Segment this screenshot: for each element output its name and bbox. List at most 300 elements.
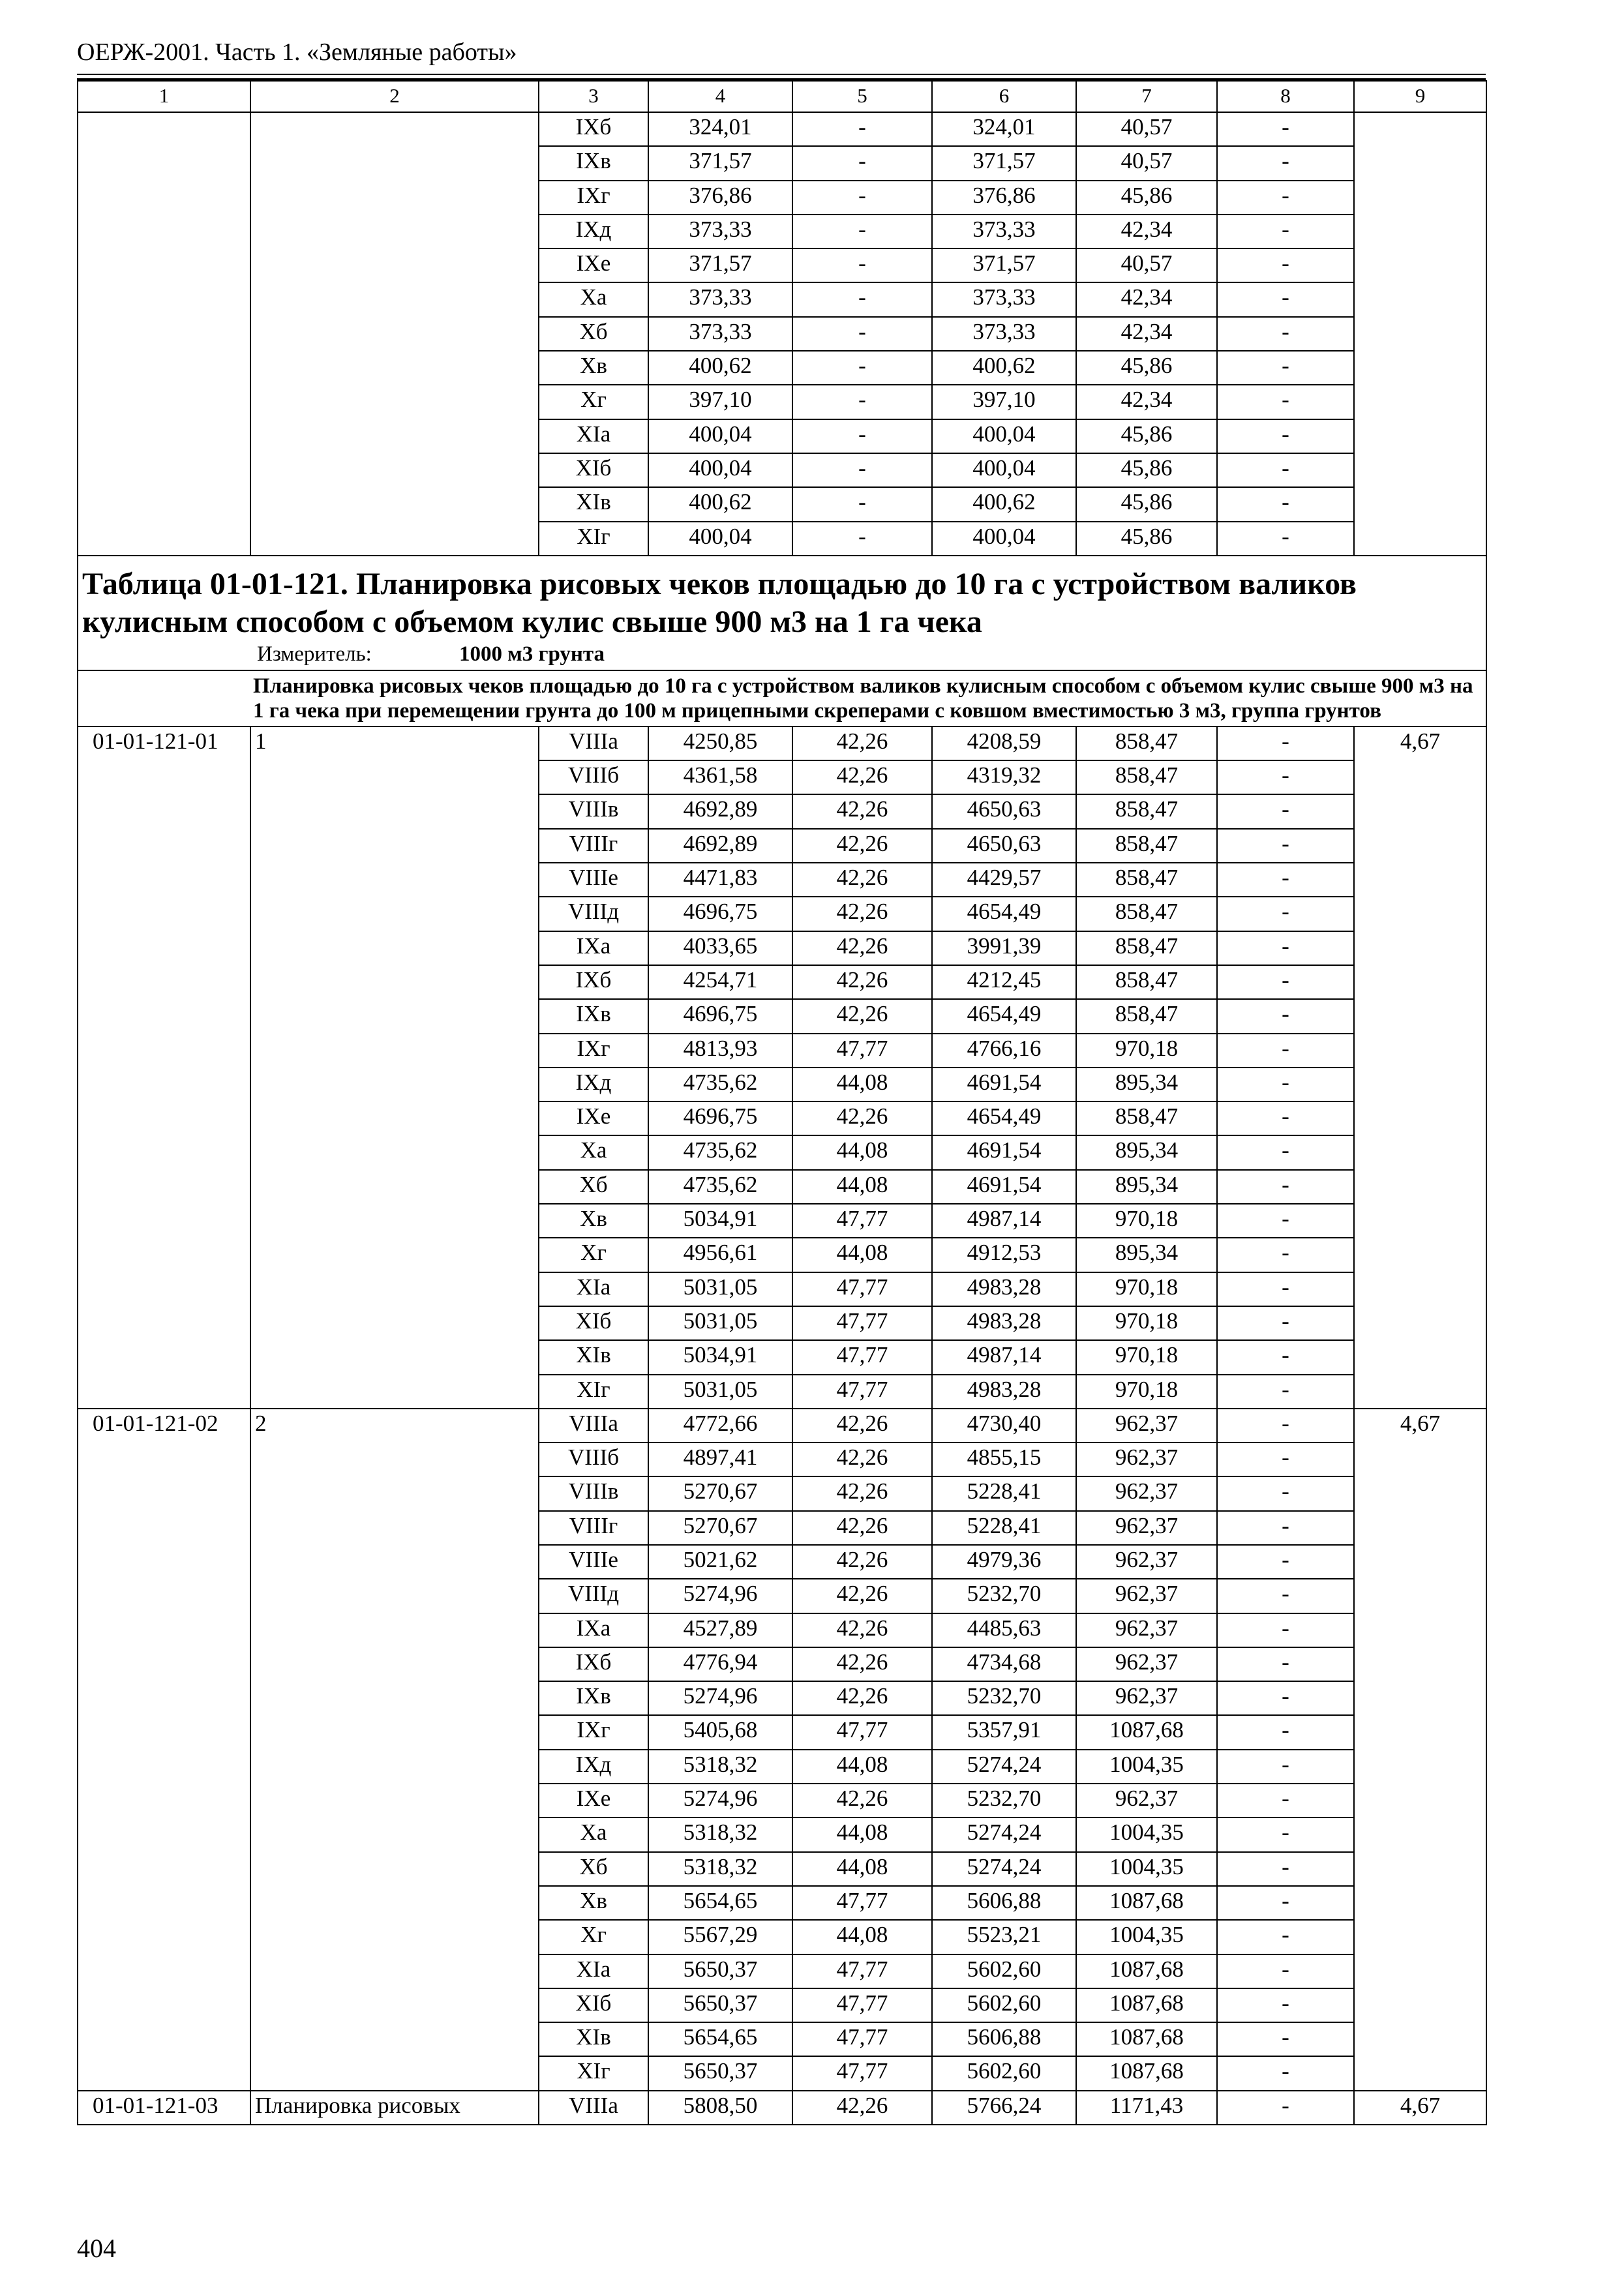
materials-cell: - <box>1217 1988 1354 2022</box>
materials-cell: - <box>1217 282 1354 316</box>
materials-cell: - <box>1217 897 1354 931</box>
materials-cell: - <box>1217 317 1354 351</box>
wages-cell: 42,26 <box>792 1784 932 1818</box>
materials-cell: - <box>1217 1954 1354 1988</box>
total-cost-cell: 5274,96 <box>648 1579 792 1613</box>
materials-cell: - <box>1217 829 1354 863</box>
machinist-wages-cell: 962,37 <box>1076 1443 1217 1476</box>
wages-cell: 42,26 <box>792 2091 932 2125</box>
labor-cell <box>1354 112 1486 556</box>
name-cell: 1 <box>250 726 539 1409</box>
soil-group-cell: Xг <box>539 1238 648 1272</box>
machine-cost-cell: 5357,91 <box>932 1715 1076 1749</box>
code-cell: 01-01-121-03 <box>78 2091 250 2125</box>
machine-cost-cell: 4691,54 <box>932 1135 1076 1169</box>
machine-cost-cell: 4650,63 <box>932 794 1076 828</box>
wages-cell: 44,08 <box>792 1750 932 1784</box>
machine-cost-cell: 371,57 <box>932 248 1076 282</box>
total-cost-cell: 376,86 <box>648 181 792 215</box>
soil-group-cell: VIIIа <box>539 726 648 760</box>
materials-cell: - <box>1217 1784 1354 1818</box>
labor-cell: 4,67 <box>1354 2091 1486 2125</box>
machine-cost-cell: 5274,24 <box>932 1852 1076 1886</box>
materials-cell: - <box>1217 999 1354 1033</box>
soil-group-cell: IXд <box>539 1068 648 1101</box>
code-cell <box>78 112 250 556</box>
machinist-wages-cell: 962,37 <box>1076 1409 1217 1443</box>
machinist-wages-cell: 1004,35 <box>1076 1852 1217 1886</box>
code-cell: 01-01-121-02 <box>78 1409 250 2091</box>
materials-cell: - <box>1217 726 1354 760</box>
machine-cost-cell: 4650,63 <box>932 829 1076 863</box>
wages-cell: 44,08 <box>792 1920 932 1954</box>
wages-cell: 42,26 <box>792 1681 932 1715</box>
materials-cell: - <box>1217 248 1354 282</box>
materials-cell: - <box>1217 965 1354 999</box>
page-header: ОЕРЖ-2001. Часть 1. «Земляные работы» <box>77 38 517 66</box>
machinist-wages-cell: 895,34 <box>1076 1135 1217 1169</box>
wages-cell: 42,26 <box>792 760 932 794</box>
wages-cell: - <box>792 112 932 146</box>
name-cell: Планировка рисовых <box>250 2091 539 2125</box>
machinist-wages-cell: 962,37 <box>1076 1511 1217 1545</box>
wages-cell: 47,77 <box>792 1204 932 1238</box>
machinist-wages-cell: 45,86 <box>1076 419 1217 453</box>
materials-cell: - <box>1217 522 1354 556</box>
total-cost-cell: 5034,91 <box>648 1340 792 1374</box>
soil-group-cell: Xа <box>539 282 648 316</box>
machinist-wages-cell: 970,18 <box>1076 1375 1217 1409</box>
materials-cell: - <box>1217 1545 1354 1579</box>
soil-group-cell: VIIIа <box>539 1409 648 1443</box>
total-cost-cell: 5034,91 <box>648 1204 792 1238</box>
machine-cost-cell: 373,33 <box>932 317 1076 351</box>
wages-cell: - <box>792 385 932 419</box>
total-cost-cell: 5654,65 <box>648 2022 792 2056</box>
soil-group-cell: IXе <box>539 1101 648 1135</box>
wages-cell: 42,26 <box>792 829 932 863</box>
materials-cell: - <box>1217 1886 1354 1920</box>
machinist-wages-cell: 1087,68 <box>1076 2056 1217 2090</box>
soil-group-cell: XIв <box>539 2022 648 2056</box>
machine-cost-cell: 4979,36 <box>932 1545 1076 1579</box>
soil-group-cell: VIIIе <box>539 1545 648 1579</box>
machine-cost-cell: 4429,57 <box>932 863 1076 897</box>
soil-group-cell: IXд <box>539 215 648 248</box>
machinist-wages-cell: 42,34 <box>1076 317 1217 351</box>
machinist-wages-cell: 858,47 <box>1076 897 1217 931</box>
wages-cell: 47,77 <box>792 1340 932 1374</box>
wages-cell: 42,26 <box>792 897 932 931</box>
machine-cost-cell: 5274,24 <box>932 1750 1076 1784</box>
soil-group-cell: Xб <box>539 1852 648 1886</box>
total-cost-cell: 5318,32 <box>648 1750 792 1784</box>
total-cost-cell: 4735,62 <box>648 1170 792 1204</box>
machinist-wages-cell: 962,37 <box>1076 1681 1217 1715</box>
total-cost-cell: 5650,37 <box>648 2056 792 2090</box>
wages-cell: 42,26 <box>792 1647 932 1681</box>
total-cost-cell: 4527,89 <box>648 1613 792 1647</box>
table-title-cell <box>78 556 1486 670</box>
unit-row <box>82 641 1482 667</box>
machinist-wages-cell: 895,34 <box>1076 1068 1217 1101</box>
machine-cost-cell: 4485,63 <box>932 1613 1076 1647</box>
machine-cost-cell: 4766,16 <box>932 1034 1076 1068</box>
total-cost-cell: 5318,32 <box>648 1852 792 1886</box>
wages-cell: - <box>792 146 932 180</box>
soil-group-cell: IXв <box>539 146 648 180</box>
machine-cost-cell: 4208,59 <box>932 726 1076 760</box>
unit-value: 1000 м3 грунта <box>459 642 605 666</box>
materials-cell: - <box>1217 1443 1354 1476</box>
name-cell: 2 <box>250 1409 539 2091</box>
soil-group-cell: IXб <box>539 112 648 146</box>
machine-cost-cell: 400,62 <box>932 487 1076 521</box>
wages-cell: 42,26 <box>792 1443 932 1476</box>
total-cost-cell: 5274,96 <box>648 1784 792 1818</box>
total-cost-cell: 5031,05 <box>648 1306 792 1340</box>
wages-cell: 47,77 <box>792 1954 932 1988</box>
total-cost-cell: 373,33 <box>648 282 792 316</box>
machinist-wages-cell: 1087,68 <box>1076 2022 1217 2056</box>
soil-group-cell: XIв <box>539 487 648 521</box>
total-cost-cell: 5031,05 <box>648 1272 792 1306</box>
machinist-wages-cell: 1087,68 <box>1076 1954 1217 1988</box>
machinist-wages-cell: 970,18 <box>1076 1204 1217 1238</box>
soil-group-cell: Xа <box>539 1135 648 1169</box>
machine-cost-cell: 5232,70 <box>932 1784 1076 1818</box>
materials-cell: - <box>1217 1681 1354 1715</box>
soil-group-cell: IXб <box>539 965 648 999</box>
machine-cost-cell: 371,57 <box>932 146 1076 180</box>
wages-cell: 42,26 <box>792 863 932 897</box>
rates-table <box>77 80 1487 2125</box>
materials-cell: - <box>1217 1409 1354 1443</box>
machinist-wages-cell: 858,47 <box>1076 965 1217 999</box>
wages-cell: - <box>792 215 932 248</box>
wages-cell: 42,26 <box>792 931 932 965</box>
materials-cell: - <box>1217 1476 1354 1510</box>
wages-cell: 42,26 <box>792 965 932 999</box>
machinist-wages-cell: 45,86 <box>1076 453 1217 487</box>
total-cost-cell: 5031,05 <box>648 1375 792 1409</box>
soil-group-cell: Xг <box>539 1920 648 1954</box>
total-cost-cell: 4692,89 <box>648 829 792 863</box>
materials-cell: - <box>1217 181 1354 215</box>
total-cost-cell: 400,04 <box>648 522 792 556</box>
wages-cell: 47,77 <box>792 1306 932 1340</box>
wages-cell: 44,08 <box>792 1068 932 1101</box>
total-cost-cell: 400,62 <box>648 487 792 521</box>
machine-cost-cell: 4855,15 <box>932 1443 1076 1476</box>
wages-cell: 42,26 <box>792 999 932 1033</box>
materials-cell: - <box>1217 760 1354 794</box>
materials-cell: - <box>1217 1101 1354 1135</box>
materials-cell: - <box>1217 1340 1354 1374</box>
total-cost-cell: 4776,94 <box>648 1647 792 1681</box>
machinist-wages-cell: 962,37 <box>1076 1784 1217 1818</box>
wages-cell: 47,77 <box>792 1375 932 1409</box>
wages-cell: - <box>792 317 932 351</box>
materials-cell: - <box>1217 1613 1354 1647</box>
machine-cost-cell: 397,10 <box>932 385 1076 419</box>
materials-cell: - <box>1217 1750 1354 1784</box>
machine-cost-cell: 5606,88 <box>932 2022 1076 2056</box>
soil-group-cell: IXа <box>539 931 648 965</box>
machinist-wages-cell: 858,47 <box>1076 726 1217 760</box>
machine-cost-cell: 400,04 <box>932 522 1076 556</box>
column-number: 9 <box>1354 81 1486 112</box>
soil-group-cell: VIIIе <box>539 863 648 897</box>
wages-cell: 44,08 <box>792 1170 932 1204</box>
total-cost-cell: 5654,65 <box>648 1886 792 1920</box>
soil-group-cell: IXд <box>539 1750 648 1784</box>
total-cost-cell: 4254,71 <box>648 965 792 999</box>
soil-group-cell: Xв <box>539 1204 648 1238</box>
machine-cost-cell: 4912,53 <box>932 1238 1076 1272</box>
machinist-wages-cell: 45,86 <box>1076 487 1217 521</box>
machine-cost-cell: 5274,24 <box>932 1818 1076 1851</box>
total-cost-cell: 400,04 <box>648 419 792 453</box>
machinist-wages-cell: 45,86 <box>1076 522 1217 556</box>
soil-group-cell: XIб <box>539 1306 648 1340</box>
machine-cost-cell: 4987,14 <box>932 1204 1076 1238</box>
soil-group-cell: IXг <box>539 1034 648 1068</box>
total-cost-cell: 5650,37 <box>648 1988 792 2022</box>
table-title: Таблица 01-01-121. Планировка рисовых чеков площадью до 10 га с устройством валиков кулисным способом с объемом кулис свыше 900 м3 на 1 га чека <box>82 566 1357 639</box>
machine-cost-cell: 5602,60 <box>932 1988 1076 2022</box>
name-cell <box>250 112 539 556</box>
table-row <box>78 112 1486 146</box>
total-cost-cell: 4897,41 <box>648 1443 792 1476</box>
header-rule <box>77 74 1486 75</box>
total-cost-cell: 371,57 <box>648 146 792 180</box>
soil-group-cell: IXб <box>539 1647 648 1681</box>
machine-cost-cell: 5523,21 <box>932 1920 1076 1954</box>
soil-group-cell: VIIIб <box>539 1443 648 1476</box>
total-cost-cell: 4735,62 <box>648 1135 792 1169</box>
page-number: 404 <box>77 2234 116 2263</box>
total-cost-cell: 4696,75 <box>648 1101 792 1135</box>
machine-cost-cell: 4691,54 <box>932 1068 1076 1101</box>
total-cost-cell: 5567,29 <box>648 1920 792 1954</box>
soil-group-cell: Xа <box>539 1818 648 1851</box>
machine-cost-cell: 4654,49 <box>932 897 1076 931</box>
column-number: 6 <box>932 81 1076 112</box>
materials-cell: - <box>1217 2056 1354 2090</box>
total-cost-cell: 4772,66 <box>648 1409 792 1443</box>
machine-cost-cell: 4654,49 <box>932 999 1076 1033</box>
machinist-wages-cell: 858,47 <box>1076 760 1217 794</box>
wages-cell: - <box>792 419 932 453</box>
machine-cost-cell: 5232,70 <box>932 1579 1076 1613</box>
total-cost-cell: 373,33 <box>648 317 792 351</box>
machine-cost-cell: 373,33 <box>932 282 1076 316</box>
machinist-wages-cell: 962,37 <box>1076 1579 1217 1613</box>
column-number: 7 <box>1076 81 1217 112</box>
wages-cell: 42,26 <box>792 1613 932 1647</box>
column-number-row <box>78 81 1486 112</box>
total-cost-cell: 5650,37 <box>648 1954 792 1988</box>
soil-group-cell: XIб <box>539 453 648 487</box>
machinist-wages-cell: 40,57 <box>1076 146 1217 180</box>
total-cost-cell: 5270,67 <box>648 1476 792 1510</box>
total-cost-cell: 5274,96 <box>648 1681 792 1715</box>
machinist-wages-cell: 1087,68 <box>1076 1988 1217 2022</box>
wages-cell: 42,26 <box>792 1409 932 1443</box>
soil-group-cell: IXа <box>539 1613 648 1647</box>
total-cost-cell: 371,57 <box>648 248 792 282</box>
machinist-wages-cell: 1087,68 <box>1076 1715 1217 1749</box>
total-cost-cell: 4956,61 <box>648 1238 792 1272</box>
machine-cost-cell: 373,33 <box>932 215 1076 248</box>
soil-group-cell: VIIIд <box>539 1579 648 1613</box>
soil-group-cell: XIг <box>539 2056 648 2090</box>
machine-cost-cell: 5602,60 <box>932 1954 1076 1988</box>
soil-group-cell: XIа <box>539 1954 648 1988</box>
soil-group-cell: XIв <box>539 1340 648 1374</box>
total-cost-cell: 4813,93 <box>648 1034 792 1068</box>
soil-group-cell: VIIIд <box>539 897 648 931</box>
soil-group-cell: VIIIв <box>539 1476 648 1510</box>
wages-cell: - <box>792 487 932 521</box>
machine-cost-cell: 5228,41 <box>932 1511 1076 1545</box>
column-number: 1 <box>78 81 250 112</box>
machinist-wages-cell: 858,47 <box>1076 863 1217 897</box>
machine-cost-cell: 4983,28 <box>932 1272 1076 1306</box>
machinist-wages-cell: 858,47 <box>1076 931 1217 965</box>
code-cell: 01-01-121-01 <box>78 726 250 1409</box>
total-cost-cell: 4033,65 <box>648 931 792 965</box>
total-cost-cell: 4250,85 <box>648 726 792 760</box>
materials-cell: - <box>1217 1647 1354 1681</box>
machinist-wages-cell: 858,47 <box>1076 1101 1217 1135</box>
materials-cell: - <box>1217 2091 1354 2125</box>
wages-cell: 47,77 <box>792 2056 932 2090</box>
soil-group-cell: Xб <box>539 317 648 351</box>
machine-cost-cell: 3991,39 <box>932 931 1076 965</box>
machine-cost-cell: 4983,28 <box>932 1306 1076 1340</box>
soil-group-cell: Xг <box>539 385 648 419</box>
wages-cell: 47,77 <box>792 1886 932 1920</box>
wages-cell: - <box>792 351 932 385</box>
machine-cost-cell: 324,01 <box>932 112 1076 146</box>
materials-cell: - <box>1217 1511 1354 1545</box>
machine-cost-cell: 4734,68 <box>932 1647 1076 1681</box>
machinist-wages-cell: 45,86 <box>1076 181 1217 215</box>
materials-cell: - <box>1217 2022 1354 2056</box>
total-cost-cell: 5318,32 <box>648 1818 792 1851</box>
machine-cost-cell: 400,62 <box>932 351 1076 385</box>
materials-cell: - <box>1217 1818 1354 1851</box>
machinist-wages-cell: 1087,68 <box>1076 1886 1217 1920</box>
column-number: 5 <box>792 81 932 112</box>
column-number: 2 <box>250 81 539 112</box>
machine-cost-cell: 4730,40 <box>932 1409 1076 1443</box>
machinist-wages-cell: 42,34 <box>1076 385 1217 419</box>
materials-cell: - <box>1217 1852 1354 1886</box>
wages-cell: 44,08 <box>792 1818 932 1851</box>
machine-cost-cell: 4691,54 <box>932 1170 1076 1204</box>
materials-cell: - <box>1217 385 1354 419</box>
total-cost-cell: 4696,75 <box>648 999 792 1033</box>
soil-group-cell: VIIIб <box>539 760 648 794</box>
machine-cost-cell: 5232,70 <box>932 1681 1076 1715</box>
table-row <box>78 726 1486 760</box>
machinist-wages-cell: 40,57 <box>1076 248 1217 282</box>
materials-cell: - <box>1217 1068 1354 1101</box>
column-number: 8 <box>1217 81 1354 112</box>
materials-cell: - <box>1217 1034 1354 1068</box>
materials-cell: - <box>1217 1272 1354 1306</box>
machine-cost-cell: 400,04 <box>932 453 1076 487</box>
soil-group-cell: Xв <box>539 351 648 385</box>
machine-cost-cell: 4983,28 <box>932 1375 1076 1409</box>
materials-cell: - <box>1217 215 1354 248</box>
unit-label: Измеритель: <box>257 642 372 666</box>
machinist-wages-cell: 1171,43 <box>1076 2091 1217 2125</box>
column-number: 4 <box>648 81 792 112</box>
labor-cell: 4,67 <box>1354 1409 1486 2091</box>
machinist-wages-cell: 895,34 <box>1076 1170 1217 1204</box>
machine-cost-cell: 5606,88 <box>932 1886 1076 1920</box>
total-cost-cell: 400,62 <box>648 351 792 385</box>
wages-cell: - <box>792 522 932 556</box>
total-cost-cell: 4471,83 <box>648 863 792 897</box>
machine-cost-cell: 4319,32 <box>932 760 1076 794</box>
table-row <box>78 1409 1486 1443</box>
materials-cell: - <box>1217 146 1354 180</box>
wages-cell: 42,26 <box>792 1545 932 1579</box>
machine-cost-cell: 5602,60 <box>932 2056 1076 2090</box>
machinist-wages-cell: 858,47 <box>1076 999 1217 1033</box>
table-title-row <box>78 556 1486 670</box>
machinist-wages-cell: 42,34 <box>1076 215 1217 248</box>
work-description: Планировка рисовых чеков площадью до 10 га с устройством валиков кулисным способом с объемом кулис свыше 900 м3 на 1 га чека при перемещении грунта до 100 м прицепными скреперами с ковшом вместимостью 3 м3, группа грунтов <box>78 670 1486 726</box>
machinist-wages-cell: 970,18 <box>1076 1306 1217 1340</box>
materials-cell: - <box>1217 351 1354 385</box>
wages-cell: 42,26 <box>792 1579 932 1613</box>
machinist-wages-cell: 45,86 <box>1076 351 1217 385</box>
description-row <box>78 670 1486 726</box>
machinist-wages-cell: 895,34 <box>1076 1238 1217 1272</box>
total-cost-cell: 5808,50 <box>648 2091 792 2125</box>
wages-cell: 47,77 <box>792 1715 932 1749</box>
wages-cell: 42,26 <box>792 1476 932 1510</box>
wages-cell: - <box>792 282 932 316</box>
materials-cell: - <box>1217 1238 1354 1272</box>
machine-cost-cell: 376,86 <box>932 181 1076 215</box>
soil-group-cell: XIг <box>539 522 648 556</box>
materials-cell: - <box>1217 863 1354 897</box>
soil-group-cell: VIIIа <box>539 2091 648 2125</box>
wages-cell: 47,77 <box>792 2022 932 2056</box>
machinist-wages-cell: 962,37 <box>1076 1545 1217 1579</box>
total-cost-cell: 400,04 <box>648 453 792 487</box>
total-cost-cell: 324,01 <box>648 112 792 146</box>
soil-group-cell: XIг <box>539 1375 648 1409</box>
wages-cell: - <box>792 453 932 487</box>
wages-cell: 44,08 <box>792 1238 932 1272</box>
soil-group-cell: XIб <box>539 1988 648 2022</box>
machine-cost-cell: 4654,49 <box>932 1101 1076 1135</box>
materials-cell: - <box>1217 112 1354 146</box>
total-cost-cell: 4696,75 <box>648 897 792 931</box>
soil-group-cell: XIа <box>539 419 648 453</box>
wages-cell: 44,08 <box>792 1135 932 1169</box>
soil-group-cell: IXв <box>539 1681 648 1715</box>
machine-cost-cell: 5228,41 <box>932 1476 1076 1510</box>
